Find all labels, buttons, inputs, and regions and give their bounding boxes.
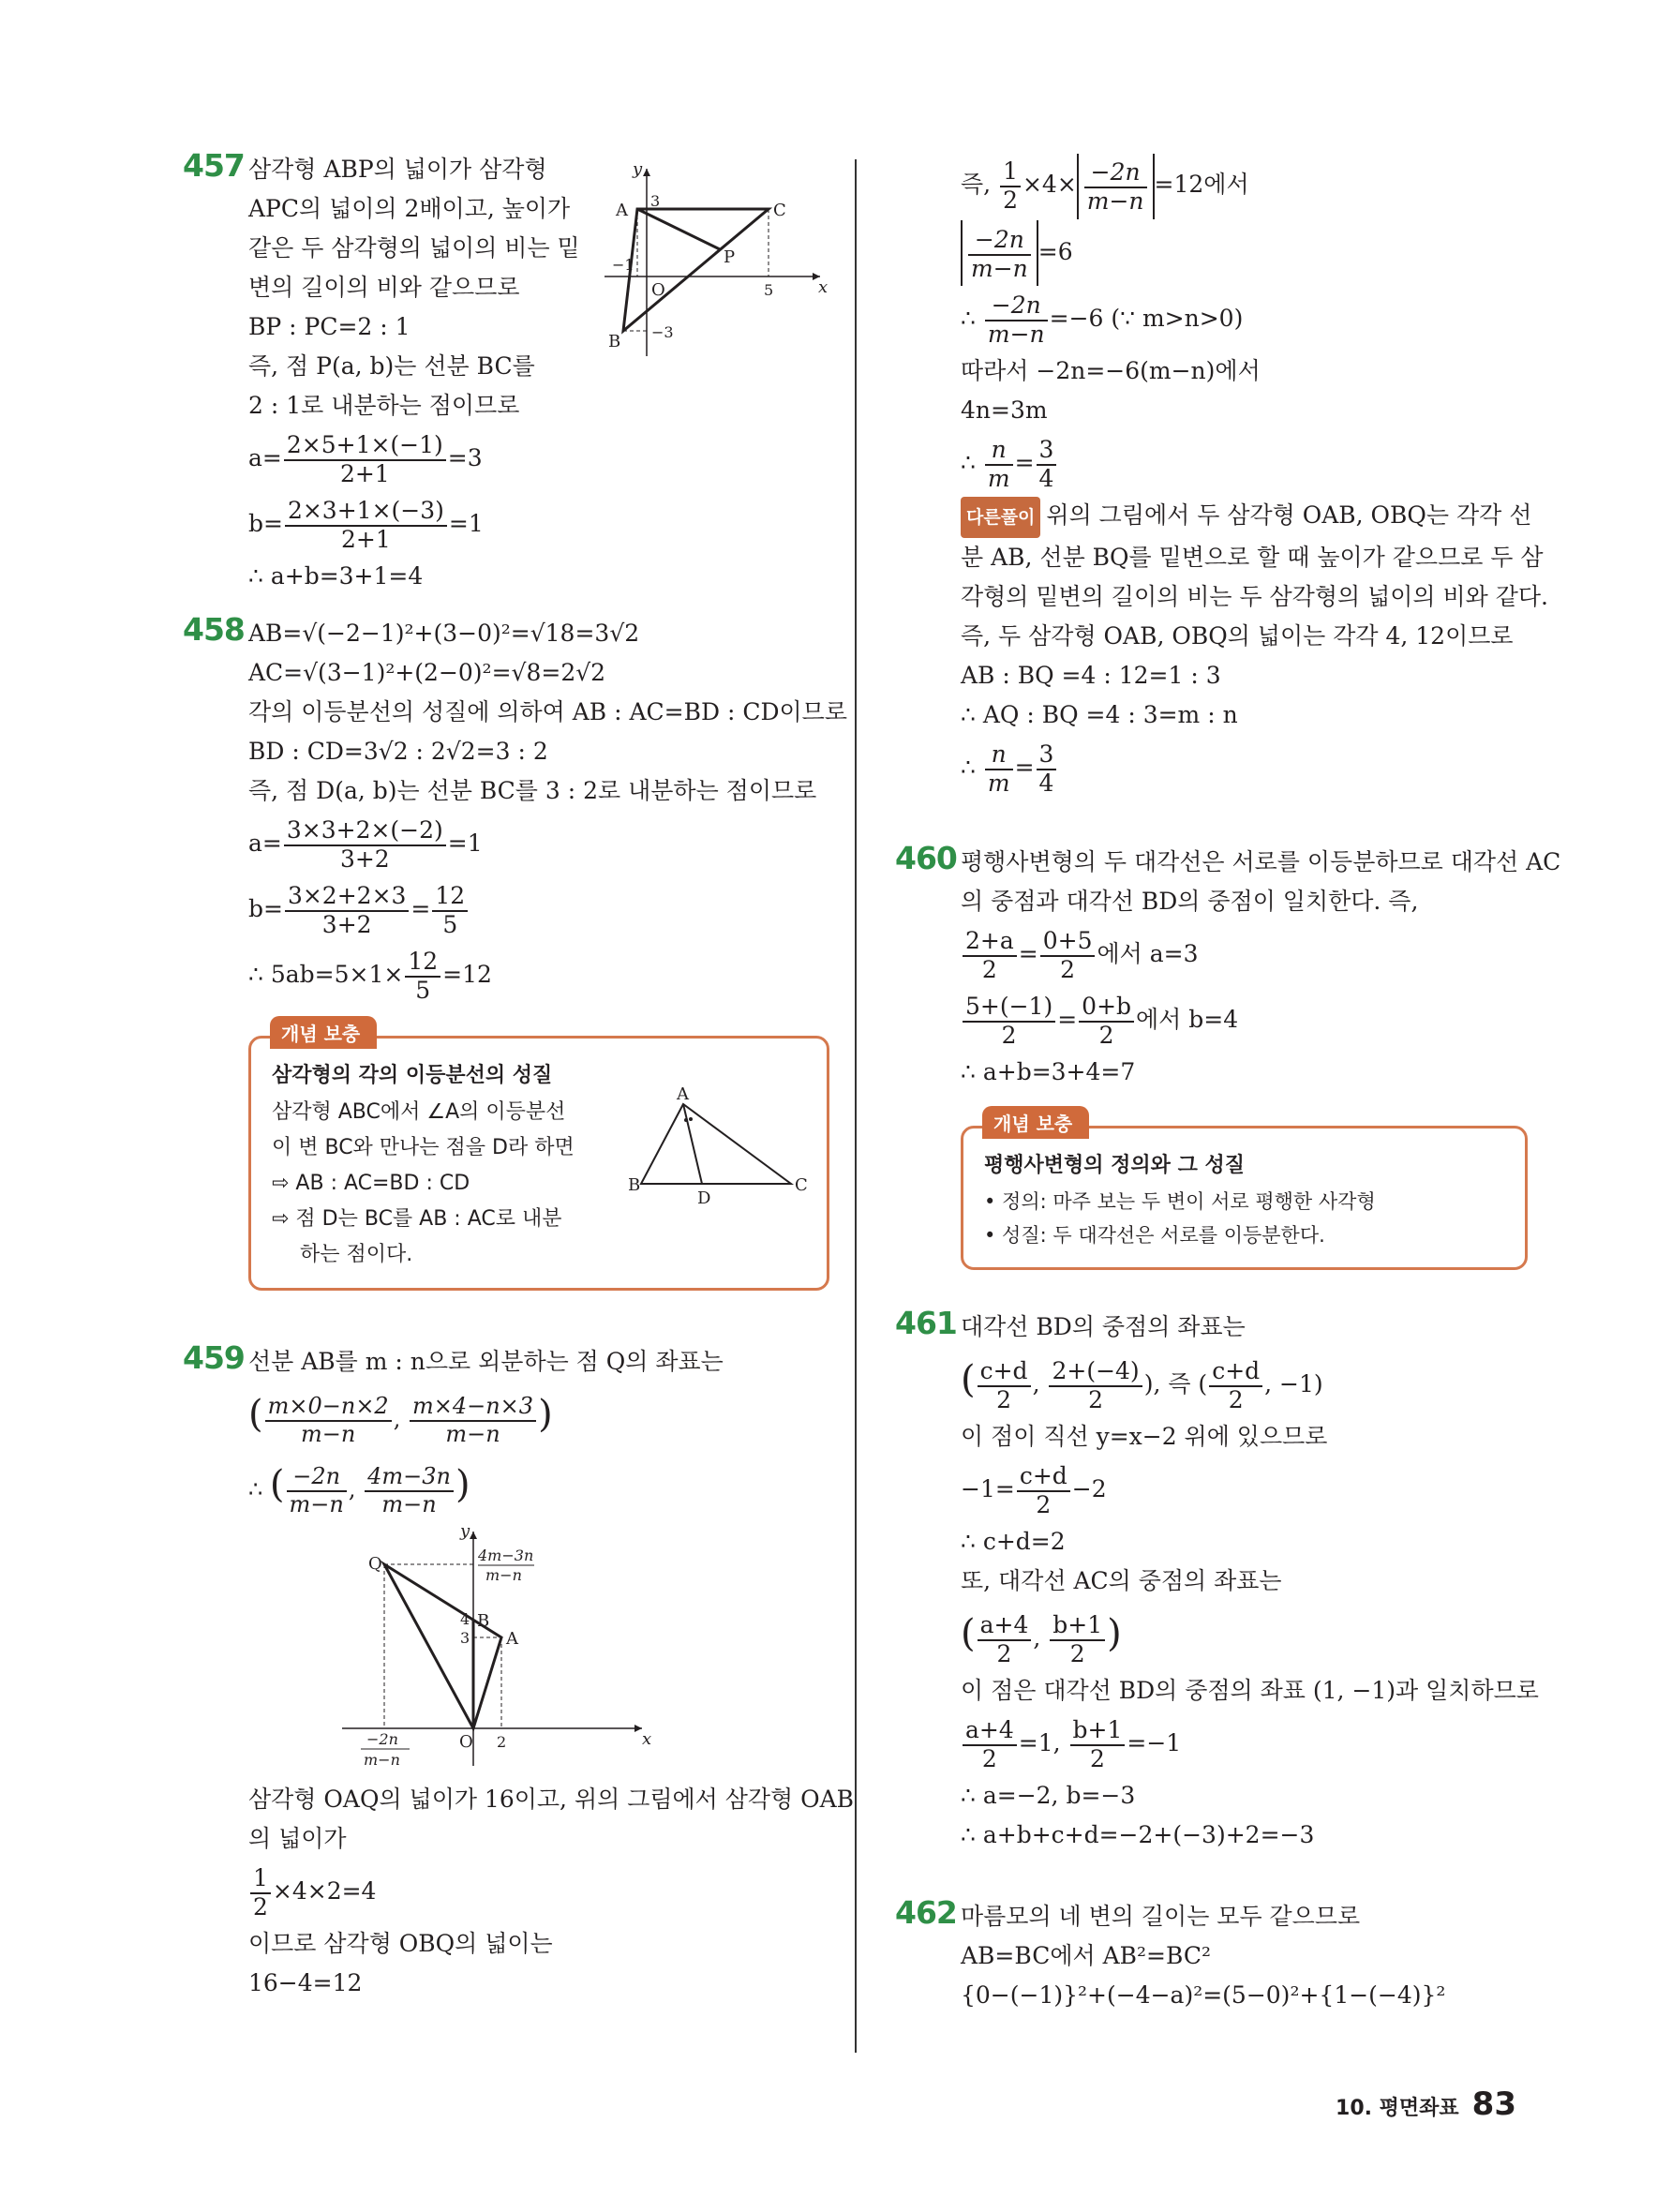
y-label: y (460, 1521, 470, 1541)
x-label: x (818, 277, 828, 297)
text-line: {0−(−1)}²+(−4−a)²=(5−0)²+{1−(−4)}² (961, 1981, 1446, 2009)
problem-462 (895, 1894, 1542, 2015)
text-line: 이므로 삼각형 OBQ의 넓이는 (248, 1930, 553, 1957)
chapter-title: 10. 평면좌표 (1336, 2097, 1459, 2120)
text-line: AB : BQ =4 : 12=1 : 3 (961, 662, 1221, 689)
coordinate-q: ( $\frac{m\times 0-n\times 2}{m-n}$ , $\frac{m\times 4-n\times 3}{m-n}$ ) (248, 1392, 553, 1447)
problem-number: 459 (183, 1339, 245, 1376)
midpoint-bd: ( $\frac{c+d}{2}$ , $\frac{2+(-4)}{2}$ ), 즉 ( $\frac{c+d}{2}$ , −1) (961, 1356, 1323, 1413)
problem-459 (183, 1339, 855, 2003)
x-axis-arrow (634, 1725, 642, 1732)
problem-459-continued (961, 152, 1548, 800)
triangle-abc (641, 1104, 791, 1184)
concept-line: 하는 점이다. (300, 1243, 413, 1266)
q-x-numerator: −2n (366, 1730, 398, 1748)
point-b-label: B (608, 332, 621, 351)
problem-number: 460 (895, 840, 957, 876)
right-column (895, 152, 1561, 2015)
page-footer (1336, 2085, 1516, 2123)
alt-label: 다른풀이 (961, 497, 1040, 538)
bisector-figure (628, 1084, 810, 1217)
equation-sign: ∴ $\frac{-2n}{m-n}$ =−6 (∵ m>n>0) (961, 291, 1244, 348)
text-line: 또, 대각선 AC의 중점의 좌표는 (961, 1567, 1282, 1594)
angle-mark (689, 1117, 693, 1121)
text-line: 이 점이 직선 y=x−2 위에 있으므로 (961, 1423, 1328, 1450)
problem-457 (183, 147, 829, 590)
text-line: ∴ c+d=2 (961, 1528, 1066, 1555)
text-line: 분 AB, 선분 BQ를 밑변으로 할 때 높이가 같으므로 두 삼 (961, 544, 1544, 571)
text-line: 평행사변형의 두 대각선은 서로를 이등분하므로 대각선 AC (961, 848, 1561, 875)
triangle-oaq (384, 1564, 501, 1728)
point-c-label: C (773, 201, 786, 220)
problem-number: 458 (183, 611, 245, 648)
text-line: 변의 길이의 비와 같으므로 (248, 274, 520, 301)
point-a-label: A (677, 1084, 689, 1104)
concept-line: • 성질: 두 대각선은 서로를 이등분한다. (984, 1224, 1325, 1247)
tick-4: 4 (460, 1610, 470, 1628)
tick-3: 3 (460, 1629, 470, 1647)
text-line: ∴ AQ : BQ =4 : 3=m : n (961, 701, 1238, 728)
equation-area: 즉, $\frac{1}{2}$ ×4× $\frac{-2n}{m-n}$ =12에서 (961, 152, 1542, 219)
text-line: 삼각형 ABP의 넓이가 삼각형 (248, 156, 547, 183)
equation-b: b= $\frac{3\times 2+2\times 3}{3+2}$ = $\frac{12}{5}$ (248, 876, 829, 942)
equation-line: −1= $\frac{c+d}{2}$ −2 (961, 1461, 1107, 1518)
tick-minus-1: −1 (612, 256, 634, 274)
y-axis-arrow (643, 169, 650, 176)
problem-number: 457 (183, 147, 245, 184)
concept-line: ⇨ 점 D는 BC를 AB : AC로 내분 (272, 1207, 562, 1231)
text-line: 대각선 BD의 중점의 좌표는 (961, 1313, 1246, 1340)
segment-ap (637, 209, 720, 249)
text-line: 각형의 밑변의 길이의 비는 두 삼각형의 넓이의 비와 같다. (961, 583, 1548, 610)
origin-label: O (459, 1732, 473, 1752)
concept-tag: 개념 보충 (982, 1106, 1089, 1139)
point-q-label: Q (368, 1554, 382, 1574)
point-a-label: A (506, 1629, 518, 1649)
text-line: BD : CD=3√2 : 2√2=3 : 2 (248, 738, 548, 765)
angle-mark (684, 1118, 688, 1122)
text-line: 의 넓이가 (248, 1825, 347, 1852)
equation-midpoints: $\frac{a+4}{2}$ =1, $\frac{b+1}{2}$ =−1 (961, 1711, 1542, 1776)
equation-a: a= $\frac{2\times 5+1\times(-1)}{2+1}$ =3 (248, 430, 483, 487)
point-b-label: B (628, 1175, 641, 1195)
text-line: 즉, 두 삼각형 OAB, OBQ의 넓이는 각각 4, 12이므로 (961, 622, 1514, 650)
concept-line: • 정의: 마주 보는 두 변이 서로 평행한 사각형 (984, 1190, 1376, 1213)
text-line: AC=√(3−1)²+(2−0)²=√8=2√2 (248, 659, 606, 686)
problem-number: 462 (895, 1894, 957, 1931)
concept-title: 평행사변형의 정의와 그 성질 (984, 1154, 1246, 1177)
problem-458 (183, 611, 847, 1291)
q-x-denominator: m−n (364, 1751, 400, 1769)
area-oab: $\frac{1}{2}$ ×4×2=4 (248, 1859, 829, 1924)
origin-label: O (651, 280, 665, 300)
text-line: 마름모의 네 변의 길이는 모두 같으므로 (961, 1903, 1361, 1930)
conclusion: ∴ a+b=3+4=7 (961, 1058, 1136, 1085)
problem-461 (895, 1305, 1542, 1855)
point-c-label: C (795, 1175, 808, 1195)
text-line: BP : PC=2 : 1 (248, 313, 411, 340)
y-label: y (633, 159, 643, 179)
text-line: 각의 이등분선의 성질에 의하여 AB : AC=BD : CD이므로 (248, 698, 847, 725)
concept-tag: 개념 보충 (270, 1016, 377, 1049)
concept-title: 삼각형의 각의 이등분선의 성질 (272, 1064, 553, 1087)
conclusion: ∴ a+b=3+1=4 (248, 562, 424, 590)
equation-b: b= $\frac{2\times 3+1\times(-3)}{2+1}$ =1 (248, 496, 484, 553)
text-line: 선분 AB를 m : n으로 외분하는 점 Q의 좌표는 (248, 1348, 724, 1375)
text-line: 의 중점과 대각선 BD의 중점이 일치한다. 즉, (961, 888, 1419, 915)
equation-b: $\frac{5+(-1)}{2}$ = $\frac{0+b}{2}$ 에서 b=4 (961, 987, 1542, 1053)
equation-a: a= $\frac{3\times 3+2\times(-2)}{3+2}$ =1 (248, 815, 483, 873)
midpoint-ac: ( $\frac{a+4}{2}$ , $\frac{b+1}{2}$ ) (961, 1610, 1122, 1667)
left-column (183, 147, 855, 2003)
equation-ratio-alt: ∴ $\frac{n}{m}$ = $\frac{3}{4}$ (961, 735, 1542, 800)
tick-minus-3: −3 (651, 323, 674, 341)
concept-box (248, 1023, 829, 1291)
equation-conclusion: ∴ 5ab=5×1× $\frac{12}{5}$ =12 (248, 947, 492, 1004)
alternative-solution: 다른풀이 위의 그림에서 두 삼각형 OAB, OBQ는 각각 선 (961, 496, 1542, 538)
concept-line: 이 변 BC와 만나는 점을 D라 하면 (272, 1136, 575, 1159)
text-line: ∴ a=−2, b=−3 (961, 1782, 1136, 1809)
text-line: 이 점은 대각선 BD의 중점의 좌표 (1, −1)과 일치하므로 (961, 1677, 1539, 1704)
x-label: x (642, 1729, 652, 1749)
problem-460 (895, 840, 1561, 1270)
q-y-denominator: m−n (485, 1566, 522, 1584)
point-p-label: P (724, 247, 736, 267)
concept-box (961, 1113, 1528, 1270)
coordinate-q-simplified: ∴ ( $\frac{-2n}{m-n}$ , $\frac{4m-3n}{m-n}$ ) (248, 1462, 470, 1517)
figure-459 (333, 1521, 652, 1780)
point-d-label: D (697, 1188, 711, 1208)
conclusion: ∴ a+b+c+d=−2+(−3)+2=−3 (961, 1821, 1315, 1848)
equation-abs: $\frac{-2n}{m-n}$ =6 (961, 219, 1542, 287)
text-line: 즉, 점 D(a, b)는 선분 BC를 3 : 2로 내분하는 점이므로 (248, 777, 817, 804)
tick-2: 2 (497, 1733, 507, 1751)
figure-457 (595, 159, 829, 366)
equation-a: $\frac{2+a}{2}$ = $\frac{0+5}{2}$ 에서 a=3 (961, 921, 1542, 987)
text-line: 같은 두 삼각형의 넓이의 비는 밑 (248, 234, 580, 262)
text-line: 2 : 1로 내분하는 점이므로 (248, 392, 520, 419)
triangle-abc (623, 209, 769, 331)
concept-line: 삼각형 ABC에서 ∠A의 이등분선 (272, 1100, 566, 1124)
problem-number: 461 (895, 1305, 957, 1341)
text-line: 4n=3m (961, 396, 1048, 424)
point-a-label: A (616, 201, 628, 220)
equation-ratio: ∴ $\frac{n}{m}$ = $\frac{3}{4}$ (961, 430, 1542, 496)
y-axis-arrow (470, 1532, 477, 1539)
page-number: 83 (1471, 2085, 1516, 2123)
text-line: APC의 넓이의 2배이고, 높이가 (248, 195, 571, 222)
column-divider (855, 159, 857, 2053)
text-line: 즉, 점 P(a, b)는 선분 BC를 (248, 352, 535, 380)
tick-5: 5 (764, 281, 774, 299)
point-b-label: B (477, 1611, 490, 1631)
q-y-numerator: 4m−3n (478, 1547, 534, 1564)
text-line: 따라서 −2n=−6(m−n)에서 (961, 357, 1261, 384)
text-line: 16−4=12 (248, 1969, 363, 1996)
text-line: AB=√(−2−1)²+(3−0)²=√18=3√2 (248, 620, 640, 647)
concept-line: ⇨ AB : AC=BD : CD (272, 1172, 470, 1195)
tick-3: 3 (650, 192, 661, 210)
text-line: 삼각형 OAQ의 넓이가 16이고, 위의 그림에서 삼각형 OAB (248, 1786, 855, 1813)
text-line: AB=BC에서 AB²=BC² (961, 1942, 1211, 1969)
